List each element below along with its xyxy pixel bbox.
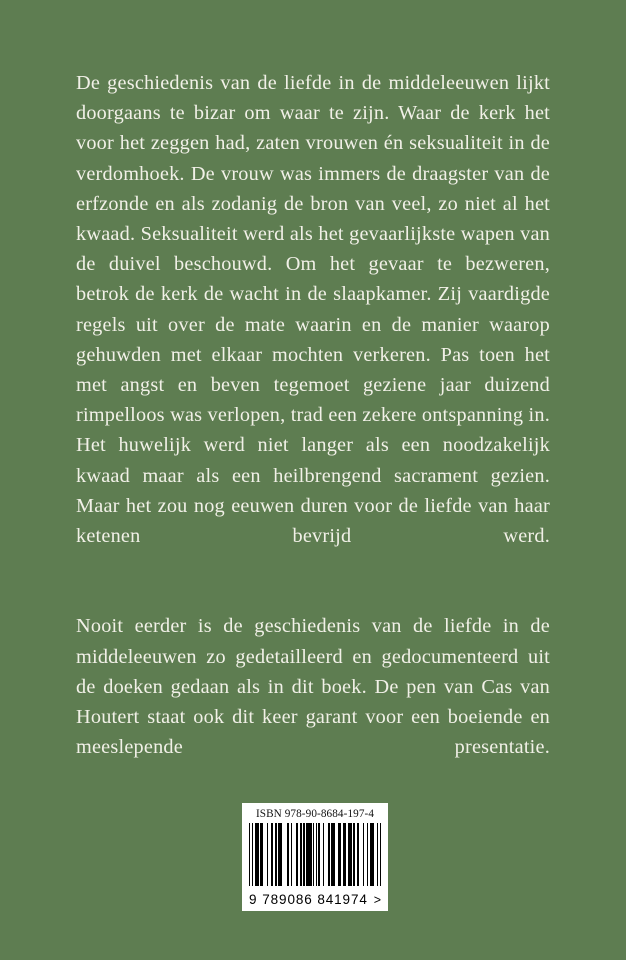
blurb-paragraph-2: Nooit eerder is de geschiedenis van de liefde in de middeleeuwen zo gedetailleerd en gedocumenteerd uit de doeken gedaan als in dit boek. De pen van Cas van Houtert staat ook dit keer garant voor een boeiende en meeslepende presentatie. bbox=[76, 615, 550, 759]
blurb-text-block bbox=[76, 68, 550, 793]
barcode-bars bbox=[249, 823, 381, 886]
ean-middle-digits: 789086 841974 bbox=[262, 892, 368, 907]
ean-digits-row bbox=[249, 893, 381, 907]
isbn-label: ISBN 978-90-8684-197-4 bbox=[255, 808, 375, 820]
isbn-barcode bbox=[242, 803, 388, 911]
blurb-paragraph-1: De geschiedenis van de liefde in de middeleeuwen lijkt doorgaans te bizar om waar te zijn. Waar de kerk het voor het zeggen had, zaten vrouwen én seksualiteit in de verdomhoek. De vrouw was immers de draagster van de erfzonde en als zodanig de bron van veel, zo niet al het kwaad. Seksualiteit werd als het gevaarlijkste wapen van de duivel beschouwd. Om het gevaar te bezweren, betrok de kerk de wacht in de slaapkamer. Zij vaardigde regels uit over de mate waarin en de manier waarop gehuwden met elkaar mochten verkeren. Pas toen het met angst en beven tegemoet geziene jaar duizend rimpelloos was verlopen, trad een zekere ontspanning in. Het huwelijk werd niet langer als een noodzakelijk kwaad maar als een heilbrengend sacrament gezien. Maar het zou nog eeuwen duren voor de liefde van haar ketenen bevrijd werd. bbox=[76, 72, 550, 548]
ean-left-digit: 9 bbox=[249, 892, 257, 907]
ean-right-symbol: > bbox=[373, 893, 381, 907]
